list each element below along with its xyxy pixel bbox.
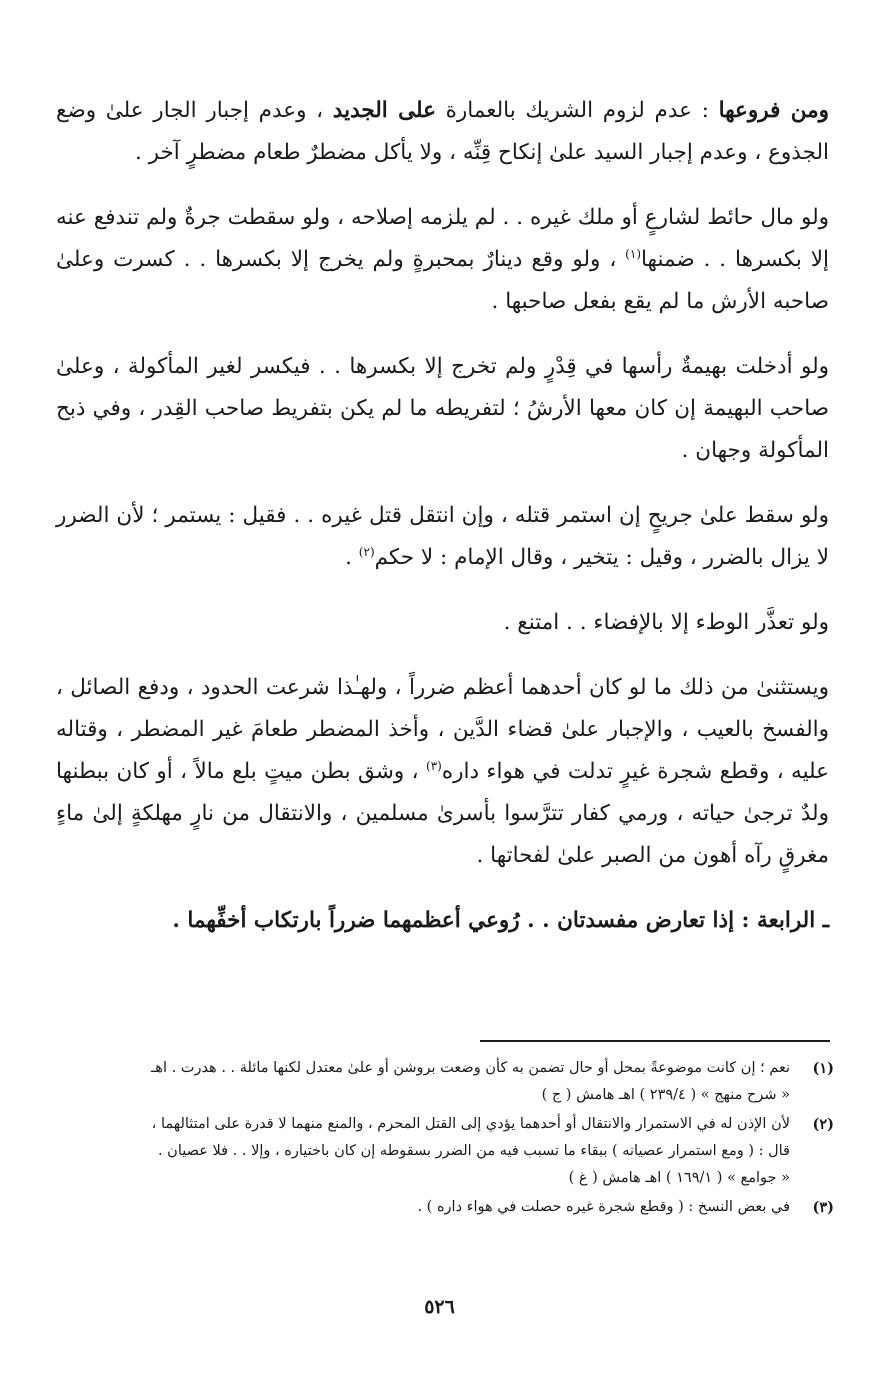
- footnote-ref-2[interactable]: (٢): [358, 544, 375, 559]
- footnote-separator: [480, 1040, 830, 1042]
- emphasis-text: على الجديد: [332, 98, 436, 123]
- footnote-3: (٣) في بعض النسخ : ( وقطع شجرة غيره حصلت في هواء داره ) .: [50, 1194, 834, 1221]
- footnote-number: (٢): [812, 1116, 834, 1133]
- paragraph-lead: ومن فروعها: [718, 98, 829, 123]
- paragraph-wounded: ولو سقط علىٰ جريحٍ إن استمر قتله ، وإن انتقل قتل غيره . . فقيل : يستمر ؛ لأن الضرر لا يزال بالضرر ، وقيل : يتخير ، وقال الإمام : لا حكم$^{(٢)}$ .: [56, 503, 829, 570]
- footnote-2: (٢) لأن الإذن له في الاستمرار والانتقال أو أحدهما يؤدي إلى القتل المحرم ، والمنع منهما لا قدرة على امتثالهما ، قال : ( ومع استمرار عصيانه ) ببقاء ما تسبب فيه من الضرر بسقوطه إن كان باختياره ، وإلا . . فلا عصيان . « جوامع » ( ١٦٩/١ ) اهـ هامش ( غ ): [50, 1111, 834, 1192]
- paragraph-exceptions: ويستثنىٰ من ذلك ما لو كان أحدهما أعظم ضرراً ، ولهـٰذا شرعت الحدود ، ودفع الصائل ، والفسخ بالعيب ، والإجبار علىٰ قضاء الدَّين ، وأخذ المضطر طعامَ غير المضطر ، وقتاله عليه ، وقطع شجرة غيرٍ تدلت في هواء داره$^{(٣)}$ ، وشق بطن ميتٍ بلع مالاً ، أو كان ببطنها ولدٌ ترجىٰ حياته ، ورمي كفار تترَّسوا بأسرىٰ مسلمين ، والانتقال من نارٍ مهلكةٍ إلىٰ ماءٍ مغرقٍ رآه أهون من الصبر علىٰ لفحاتها .: [56, 675, 829, 868]
- paragraph-forbidden: ولو تعذَّر الوطء إلا بالإفضاء . . امتنع .: [503, 610, 829, 635]
- footnote-ref-3[interactable]: (٣): [426, 758, 442, 773]
- section-heading-fourth: ـ الرابعة : إذا تعارض مفسدتان . . رُوعي أعظمهما ضرراً بارتكاب أخفِّهما .: [172, 908, 829, 933]
- paragraph-animal: ولو أدخلت بهيمةٌ رأسها في قِدْرٍ ولم تخرج إلا بكسرها . . فيكسر لغير المأكولة ، وعلىٰ صاحب البهيمة إن كان معها الأرشُ ؛ لتفريطه ما لم يكن بتفريط صاحب القِدر ، وفي ذبح المأكولة وجهان .: [56, 354, 829, 463]
- footnote-1: (١) نعم ؛ إن كانت موضوعةً بمحل أو حال تضمن به كأن وضعت بروشن أو علىٰ معتدل لكنها مائلة . . هدرت . اهـ « شرح منهج » ( ٢٣٩/٤ ) اهـ هامش ( ج ): [50, 1055, 834, 1109]
- footnotes: [50, 1055, 834, 1223]
- footnote-number: (١): [812, 1060, 834, 1077]
- paragraph-wall: ولو مال حائط لشارعٍ أو ملك غيره . . لم يلزمه إصلاحه ، ولو سقطت جرةٌ ولم تندفع عنه إلا بكسرها . . ضمنها$^{(١)}$ ، ولو وقع دينارٌ بمحبرةٍ ولم يخرج إلا بكسرها . . كسرت وعلىٰ صاحبه الأرش ما لم يقع بفعل صاحبها .: [56, 205, 829, 314]
- footnote-number: (٣): [812, 1199, 834, 1216]
- paragraph-branches: ومن فروعها : عدم لزوم الشريك بالعمارة على الجديد ، وعدم إجبار الجار علىٰ وضع الجذوع ، وعدم إجبار السيد علىٰ إنكاح قِنِّه ، ولا يأكل مضطرٌ طعام مضطرٍ آخر .: [56, 98, 829, 165]
- main-text: [56, 90, 829, 965]
- page-number: ٥٢٦: [424, 1296, 455, 1318]
- footnote-ref-1[interactable]: (١): [625, 246, 641, 261]
